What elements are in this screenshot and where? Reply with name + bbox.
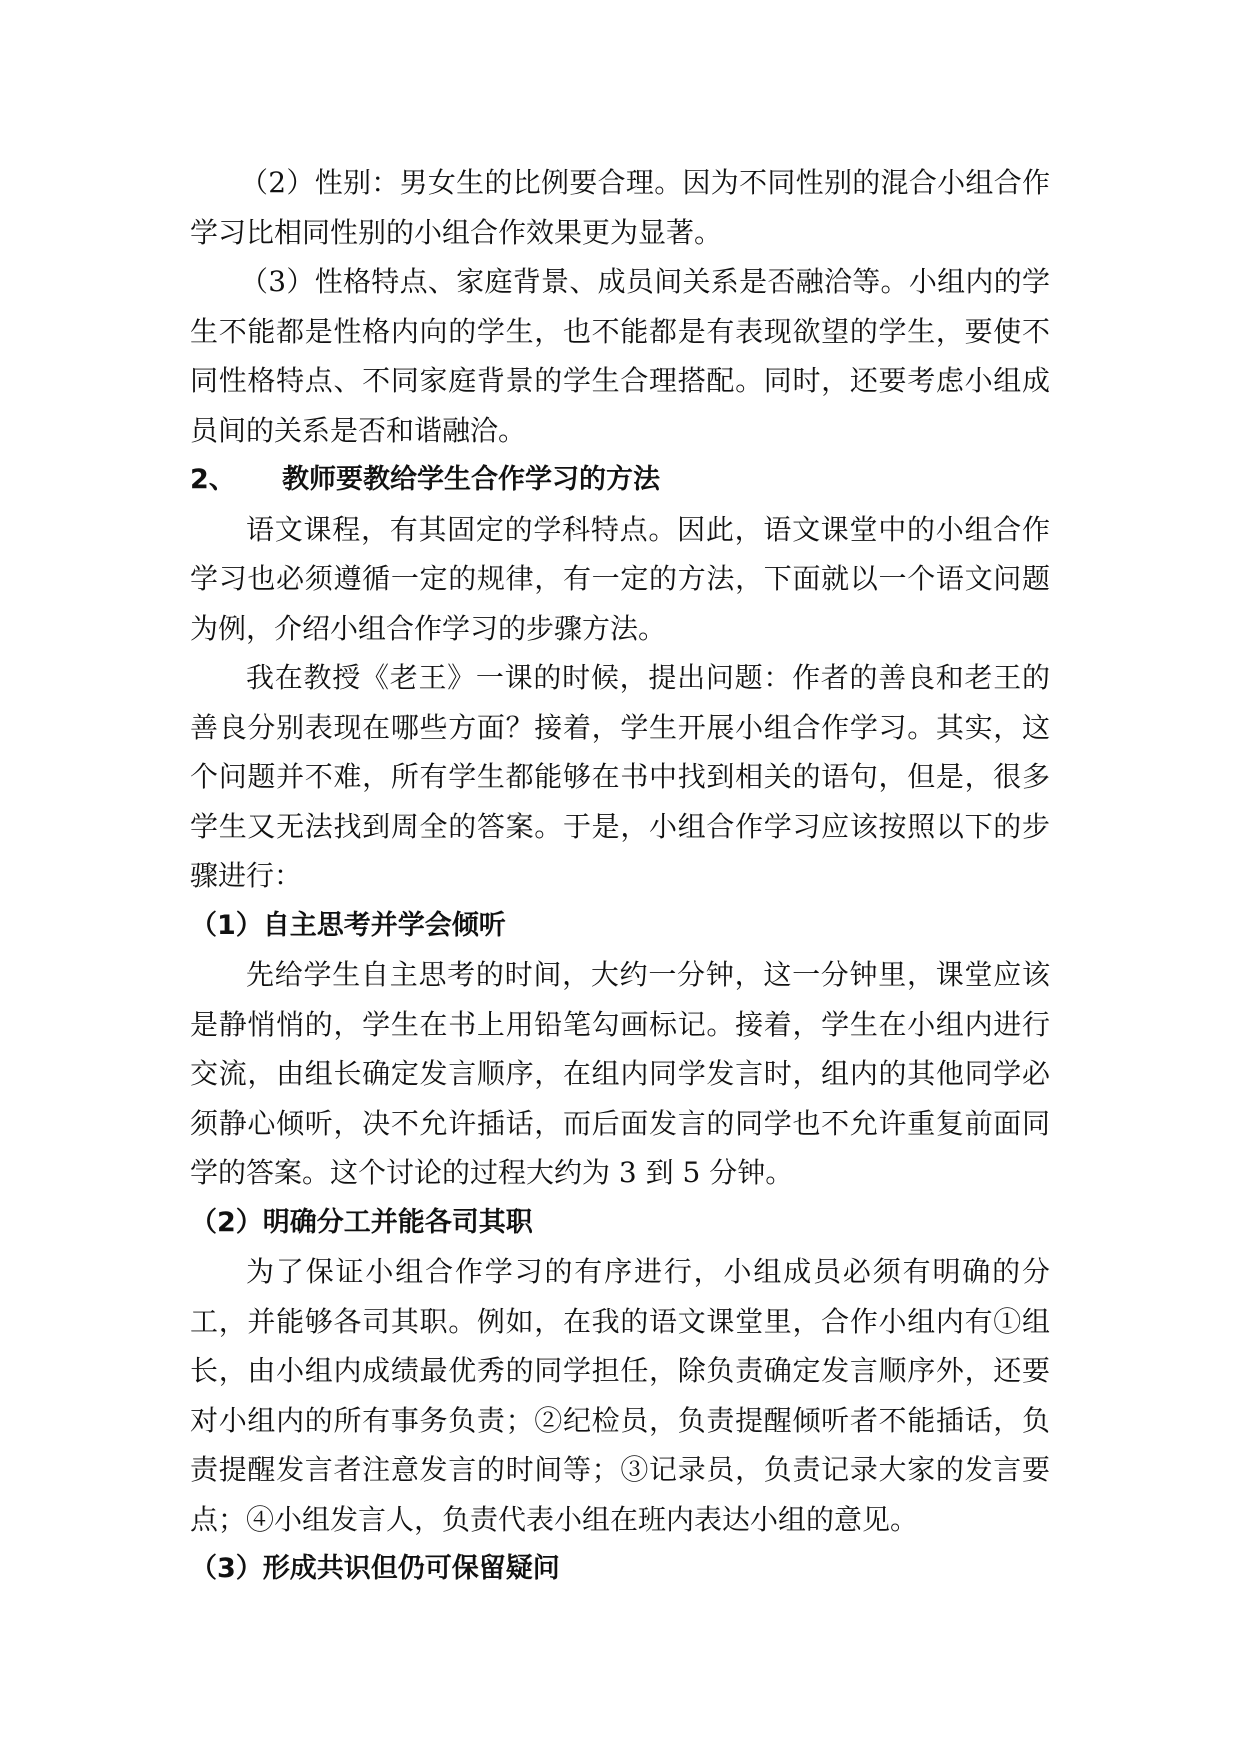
subheading-independent-thinking: （1）自主思考并学会倾听 <box>190 909 506 941</box>
paragraph-roles: 为了保证小组合作学习的有序进行，小组成员必须有明确的分工，并能够各司其职。例如，在我的语文课堂里，合作小组内有①组长，由小组内成绩最优秀的同学担任，除负责确定发言顺序外，还要对小组内的所有事务负责；②纪检员，负责提醒倾听者不能插话，负责提醒发言者注意发言的时间等；③记录员，负责记录大家的发言要点；④小组发言人，负责代表小组在班内表达小组的意见。 <box>190 1255 1050 1536</box>
paragraph-thinking-listening: 先给学生自主思考的时间，大约一分钟，这一分钟里，课堂应该是静悄悄的，学生在书上用铅笔勾画标记。接着，学生在小组内进行交流，由组长确定发言顺序，在组内同学发言时，组内的其他同学必须静心倾听，决不允许插话，而后面发言的同学也不允许重复前面同学的答案。这个讨论的过程大约为 3 到 5 分钟。 <box>190 958 1050 1189</box>
section-title: 教师要教给学生合作学习的方法 <box>282 464 660 495</box>
section-number: 2、 <box>190 464 236 495</box>
document-body <box>190 158 1050 1594</box>
paragraph-personality: （3）性格特点、家庭背景、成员间关系是否融洽等。小组内的学生不能都是性格内向的学生，也不能都是有表现欲望的学生，要使不同性格特点、不同家庭背景的学生合理搭配。同时，还要考虑小组成员间的关系是否和谐融洽。 <box>190 265 1050 447</box>
subheading-division-of-labor: （2）明确分工并能各司其职 <box>190 1206 533 1238</box>
paragraph-course-features: 语文课程，有其固定的学科特点。因此，语文课堂中的小组合作学习也必须遵循一定的规律，有一定的方法，下面就以一个语文问题为例，介绍小组合作学习的步骤方法。 <box>190 512 1050 645</box>
paragraph-lesson-example: 我在教授《老王》一课的时候，提出问题：作者的善良和老王的善良分别表现在哪些方面？接着，学生开展小组合作学习。其实，这个问题并不难，所有学生都能够在书中找到相关的语句，但是，很多学生又无法找到周全的答案。于是，小组合作学习应该按照以下的步骤进行： <box>190 661 1050 892</box>
section-heading-2 <box>190 455 1050 505</box>
paragraph-gender: （2）性别：男女生的比例要合理。因为不同性别的混合小组合作学习比相同性别的小组合作效果更为显著。 <box>190 166 1050 249</box>
subheading-consensus: （3）形成共识但仍可保留疑问 <box>190 1553 560 1584</box>
